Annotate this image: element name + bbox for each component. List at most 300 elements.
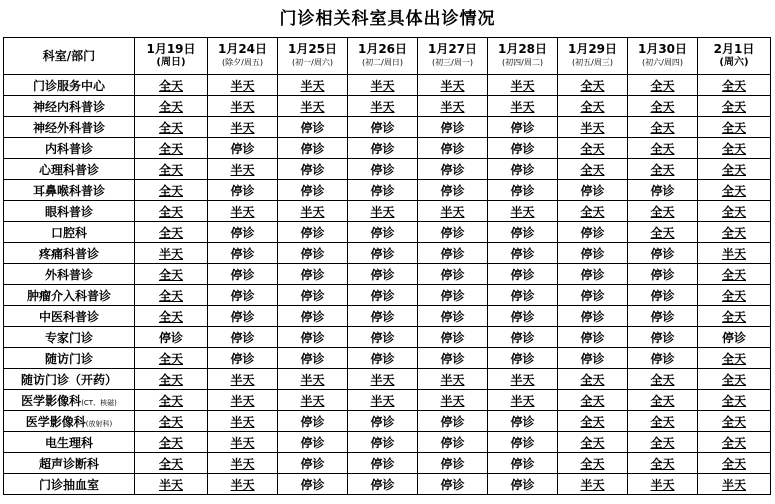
table-row — [4, 96, 771, 117]
dept-cell — [4, 96, 135, 117]
status-text: 停诊 — [510, 141, 535, 156]
table-row — [4, 264, 771, 285]
status-cell — [628, 75, 698, 96]
status-text: 停诊 — [510, 120, 535, 135]
status-cell — [698, 159, 771, 180]
date-label: 1月26日 — [357, 42, 408, 56]
status-text: 停诊 — [440, 183, 465, 198]
dept-cell — [4, 453, 135, 474]
status-cell — [488, 327, 558, 348]
status-cell — [348, 285, 418, 306]
date-note: (周日) — [156, 57, 186, 68]
status-text: 停诊 — [650, 351, 675, 366]
status-cell — [698, 138, 771, 159]
status-text: 半天 — [158, 246, 183, 261]
status-cell — [488, 411, 558, 432]
status-cell — [208, 453, 278, 474]
status-cell — [488, 285, 558, 306]
status-cell — [698, 75, 771, 96]
status-cell — [135, 306, 208, 327]
status-text: 停诊 — [510, 477, 535, 492]
status-cell — [348, 117, 418, 138]
status-cell — [558, 264, 628, 285]
status-text: 半天 — [230, 456, 255, 471]
status-cell — [278, 264, 348, 285]
status-text: 全天 — [580, 78, 605, 93]
status-text: 停诊 — [300, 267, 325, 282]
dept-name: 门诊服务中心 — [32, 78, 105, 93]
status-cell — [488, 201, 558, 222]
status-text: 停诊 — [580, 246, 605, 261]
status-cell — [418, 432, 488, 453]
page-title: 门诊相关科室具体出诊情况 — [279, 9, 496, 29]
dept-cell — [4, 159, 135, 180]
status-text: 停诊 — [230, 246, 255, 261]
status-text: 全天 — [650, 435, 675, 450]
date-label: 1月29日 — [567, 42, 618, 56]
date-note: (初三/周一) — [432, 58, 473, 67]
status-cell — [135, 75, 208, 96]
status-text: 半天 — [230, 162, 255, 177]
status-text: 全天 — [158, 456, 183, 471]
status-text: 全天 — [650, 162, 675, 177]
status-cell — [698, 264, 771, 285]
status-cell — [208, 432, 278, 453]
status-cell — [135, 117, 208, 138]
status-cell — [558, 96, 628, 117]
header-row — [4, 38, 771, 75]
status-text: 停诊 — [440, 141, 465, 156]
table-row — [4, 432, 771, 453]
status-text: 全天 — [721, 183, 746, 198]
table-row — [4, 201, 771, 222]
status-text: 停诊 — [300, 309, 325, 324]
table-row — [4, 306, 771, 327]
status-cell — [698, 348, 771, 369]
status-text: 停诊 — [440, 120, 465, 135]
status-cell — [418, 306, 488, 327]
status-cell — [628, 159, 698, 180]
status-cell — [418, 159, 488, 180]
status-cell — [558, 432, 628, 453]
status-text: 全天 — [721, 120, 746, 135]
status-text: 停诊 — [370, 225, 395, 240]
status-text: 半天 — [721, 477, 746, 492]
status-text: 停诊 — [370, 288, 395, 303]
status-cell — [418, 285, 488, 306]
status-text: 全天 — [650, 456, 675, 471]
status-cell — [208, 390, 278, 411]
date-note: (初四/周二) — [502, 58, 543, 67]
status-cell — [488, 96, 558, 117]
status-cell — [135, 138, 208, 159]
table-row — [4, 348, 771, 369]
status-cell — [348, 159, 418, 180]
status-text: 停诊 — [230, 183, 255, 198]
status-cell — [698, 201, 771, 222]
status-cell — [628, 201, 698, 222]
status-text: 全天 — [650, 414, 675, 429]
date-note: (初一/周六) — [292, 58, 333, 67]
status-text: 半天 — [230, 393, 255, 408]
status-cell — [488, 75, 558, 96]
status-cell — [488, 222, 558, 243]
status-cell — [488, 390, 558, 411]
status-cell — [628, 222, 698, 243]
status-cell — [348, 75, 418, 96]
date-header — [208, 38, 278, 75]
status-text: 全天 — [721, 435, 746, 450]
status-cell — [135, 243, 208, 264]
status-text: 半天 — [300, 393, 325, 408]
status-text: 全天 — [721, 99, 746, 114]
date-note: (初六/周四) — [642, 58, 683, 67]
status-cell — [698, 432, 771, 453]
status-text: 停诊 — [440, 435, 465, 450]
status-cell — [558, 327, 628, 348]
date-header — [698, 38, 771, 75]
status-cell — [628, 348, 698, 369]
status-cell — [418, 243, 488, 264]
status-text: 停诊 — [230, 288, 255, 303]
status-text: 停诊 — [370, 351, 395, 366]
status-text: 全天 — [158, 183, 183, 198]
status-cell — [278, 243, 348, 264]
table-row — [4, 117, 771, 138]
status-cell — [698, 285, 771, 306]
status-text: 停诊 — [510, 330, 535, 345]
status-cell — [348, 306, 418, 327]
status-cell — [278, 222, 348, 243]
table-row — [4, 474, 771, 495]
status-cell — [208, 306, 278, 327]
status-cell — [278, 180, 348, 201]
table-row — [4, 222, 771, 243]
status-cell — [628, 411, 698, 432]
status-cell — [628, 96, 698, 117]
status-text: 半天 — [440, 99, 465, 114]
status-text: 全天 — [721, 141, 746, 156]
status-cell — [558, 180, 628, 201]
status-cell — [348, 453, 418, 474]
status-cell — [348, 327, 418, 348]
status-cell — [558, 369, 628, 390]
status-text: 全天 — [580, 393, 605, 408]
status-cell — [135, 369, 208, 390]
dept-name: 中医科普诊 — [38, 309, 99, 324]
status-cell — [488, 369, 558, 390]
status-text: 全天 — [158, 225, 183, 240]
status-text: 停诊 — [300, 456, 325, 471]
date-label: 1月28日 — [497, 42, 548, 56]
status-cell — [698, 327, 771, 348]
dept-cell — [4, 432, 135, 453]
status-cell — [278, 390, 348, 411]
status-text: 停诊 — [300, 351, 325, 366]
status-cell — [208, 180, 278, 201]
status-cell — [558, 159, 628, 180]
status-text: 停诊 — [370, 267, 395, 282]
status-cell — [208, 117, 278, 138]
status-text: 半天 — [580, 120, 605, 135]
dept-cell — [4, 411, 135, 432]
table-row — [4, 243, 771, 264]
status-text: 停诊 — [440, 267, 465, 282]
status-text: 半天 — [230, 414, 255, 429]
status-cell — [348, 264, 418, 285]
status-cell — [208, 138, 278, 159]
status-text: 停诊 — [370, 141, 395, 156]
status-cell — [278, 201, 348, 222]
dept-sub: (放射科) — [85, 419, 113, 428]
status-cell — [698, 96, 771, 117]
status-text: 停诊 — [510, 267, 535, 282]
status-text: 停诊 — [230, 309, 255, 324]
status-cell — [135, 96, 208, 117]
status-cell — [135, 285, 208, 306]
status-text: 停诊 — [230, 141, 255, 156]
date-header — [558, 38, 628, 75]
dept-cell — [4, 306, 135, 327]
status-cell — [135, 411, 208, 432]
status-cell — [348, 222, 418, 243]
dept-cell — [4, 243, 135, 264]
dept-name: 随访门诊（开药） — [20, 372, 117, 387]
status-text: 半天 — [230, 78, 255, 93]
status-cell — [208, 222, 278, 243]
date-header — [488, 38, 558, 75]
status-text: 停诊 — [510, 435, 535, 450]
status-cell — [698, 180, 771, 201]
dept-name: 电生理科 — [44, 435, 93, 450]
status-cell — [208, 474, 278, 495]
status-cell — [698, 222, 771, 243]
status-text: 停诊 — [370, 162, 395, 177]
status-text: 全天 — [721, 414, 746, 429]
status-cell — [418, 96, 488, 117]
status-cell — [698, 474, 771, 495]
status-text: 半天 — [230, 120, 255, 135]
dept-cell — [4, 390, 135, 411]
status-text: 停诊 — [510, 414, 535, 429]
status-text: 半天 — [370, 78, 395, 93]
status-cell — [348, 390, 418, 411]
status-text: 停诊 — [440, 477, 465, 492]
status-text: 停诊 — [580, 309, 605, 324]
status-cell — [488, 474, 558, 495]
status-cell — [698, 369, 771, 390]
status-cell — [278, 432, 348, 453]
status-cell — [558, 411, 628, 432]
status-text: 全天 — [158, 141, 183, 156]
status-cell — [208, 243, 278, 264]
status-cell — [278, 75, 348, 96]
status-text: 半天 — [510, 393, 535, 408]
status-cell — [418, 180, 488, 201]
status-text: 停诊 — [300, 162, 325, 177]
status-text: 半天 — [440, 204, 465, 219]
status-text: 停诊 — [510, 288, 535, 303]
status-text: 半天 — [440, 78, 465, 93]
status-cell — [558, 474, 628, 495]
status-text: 全天 — [650, 78, 675, 93]
status-text: 全天 — [721, 456, 746, 471]
status-text: 半天 — [580, 477, 605, 492]
dept-cell — [4, 474, 135, 495]
date-note: (周六) — [719, 57, 749, 68]
status-cell — [418, 138, 488, 159]
dept-cell — [4, 201, 135, 222]
status-cell — [698, 390, 771, 411]
status-cell — [418, 117, 488, 138]
status-text: 停诊 — [370, 414, 395, 429]
status-cell — [558, 390, 628, 411]
status-cell — [135, 327, 208, 348]
dept-cell — [4, 327, 135, 348]
dept-name: 肿瘤介入科普诊 — [26, 288, 111, 303]
status-cell — [558, 243, 628, 264]
status-cell — [698, 453, 771, 474]
status-text: 全天 — [650, 120, 675, 135]
status-text: 停诊 — [650, 183, 675, 198]
status-text: 全天 — [721, 267, 746, 282]
status-cell — [208, 411, 278, 432]
status-cell — [558, 453, 628, 474]
status-cell — [628, 243, 698, 264]
date-header — [348, 38, 418, 75]
status-text: 半天 — [721, 246, 746, 261]
status-text: 停诊 — [230, 267, 255, 282]
status-text: 停诊 — [300, 225, 325, 240]
date-note: (除夕/周五) — [222, 58, 263, 67]
status-cell — [278, 285, 348, 306]
status-cell — [628, 306, 698, 327]
status-cell — [488, 117, 558, 138]
date-label: 2月1日 — [713, 42, 755, 56]
dept-name: 超声诊断科 — [38, 456, 99, 471]
status-text: 停诊 — [440, 414, 465, 429]
status-text: 全天 — [580, 141, 605, 156]
status-cell — [208, 285, 278, 306]
status-text: 停诊 — [510, 309, 535, 324]
dept-cell — [4, 117, 135, 138]
status-text: 停诊 — [721, 330, 746, 345]
status-text: 停诊 — [300, 141, 325, 156]
status-text: 停诊 — [510, 351, 535, 366]
dept-name: 专家门诊 — [44, 330, 93, 345]
status-text: 半天 — [300, 78, 325, 93]
status-text: 半天 — [370, 99, 395, 114]
status-text: 半天 — [300, 372, 325, 387]
dept-name: 口腔科 — [50, 225, 87, 240]
status-text: 全天 — [580, 372, 605, 387]
dept-name: 眼科普诊 — [44, 204, 93, 219]
date-note: (初二/周日) — [362, 58, 403, 67]
status-text: 停诊 — [230, 351, 255, 366]
status-text: 半天 — [230, 477, 255, 492]
status-text: 半天 — [300, 99, 325, 114]
status-cell — [558, 306, 628, 327]
status-text: 全天 — [158, 435, 183, 450]
status-text: 停诊 — [580, 183, 605, 198]
date-label: 1月25日 — [287, 42, 338, 56]
date-header — [135, 38, 208, 75]
status-cell — [488, 243, 558, 264]
status-text: 全天 — [650, 204, 675, 219]
status-cell — [348, 432, 418, 453]
status-text: 全天 — [650, 393, 675, 408]
status-cell — [135, 201, 208, 222]
schedule-table — [3, 37, 771, 495]
status-text: 全天 — [158, 204, 183, 219]
status-cell — [135, 474, 208, 495]
status-cell — [488, 348, 558, 369]
status-cell — [278, 159, 348, 180]
status-text: 全天 — [158, 78, 183, 93]
status-text: 全天 — [650, 372, 675, 387]
status-text: 全天 — [158, 351, 183, 366]
status-text: 停诊 — [370, 435, 395, 450]
status-text: 停诊 — [370, 477, 395, 492]
status-text: 停诊 — [370, 456, 395, 471]
status-cell — [208, 96, 278, 117]
status-text: 停诊 — [510, 246, 535, 261]
status-cell — [628, 138, 698, 159]
table-row — [4, 159, 771, 180]
status-text: 半天 — [370, 372, 395, 387]
status-cell — [488, 264, 558, 285]
status-cell — [135, 453, 208, 474]
status-text: 全天 — [158, 162, 183, 177]
status-text: 停诊 — [580, 225, 605, 240]
status-text: 停诊 — [650, 288, 675, 303]
status-cell — [278, 306, 348, 327]
status-text: 全天 — [650, 225, 675, 240]
status-text: 全天 — [158, 267, 183, 282]
status-cell — [278, 411, 348, 432]
status-cell — [348, 474, 418, 495]
status-text: 停诊 — [440, 330, 465, 345]
status-text: 半天 — [230, 435, 255, 450]
date-header — [418, 38, 488, 75]
status-text: 停诊 — [370, 309, 395, 324]
status-text: 停诊 — [580, 330, 605, 345]
status-cell — [628, 327, 698, 348]
status-cell — [558, 201, 628, 222]
status-text: 半天 — [300, 204, 325, 219]
dept-name: 神经外科普诊 — [32, 120, 105, 135]
status-text: 半天 — [510, 99, 535, 114]
status-text: 停诊 — [650, 330, 675, 345]
status-cell — [208, 159, 278, 180]
status-text: 全天 — [580, 414, 605, 429]
status-cell — [348, 138, 418, 159]
status-cell — [628, 369, 698, 390]
status-cell — [488, 453, 558, 474]
status-text: 半天 — [650, 477, 675, 492]
status-text: 全天 — [721, 372, 746, 387]
status-cell — [698, 117, 771, 138]
status-cell — [558, 75, 628, 96]
table-row — [4, 285, 771, 306]
status-text: 全天 — [580, 162, 605, 177]
status-text: 停诊 — [300, 414, 325, 429]
status-text: 停诊 — [510, 162, 535, 177]
status-text: 全天 — [158, 99, 183, 114]
status-text: 半天 — [440, 393, 465, 408]
dept-cell — [4, 180, 135, 201]
status-text: 停诊 — [300, 288, 325, 303]
